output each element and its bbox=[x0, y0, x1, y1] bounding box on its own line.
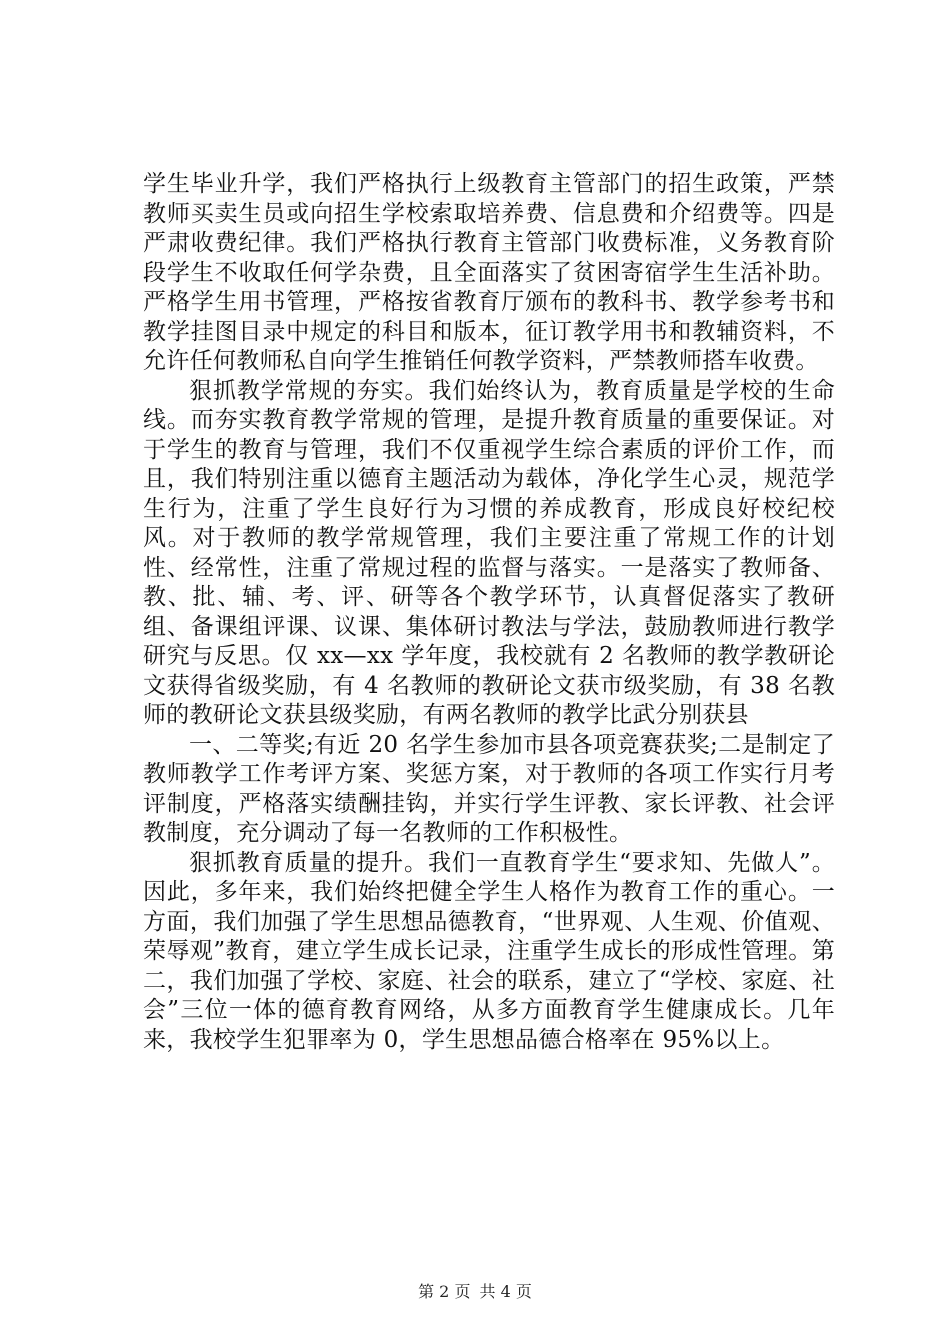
paragraph-admissions-fees: 学生毕业升学，我们严格执行上级教育主管部门的招生政策，严禁教师买卖生员或向招生学校索取培养费、信息费和介绍费等。四是严肃收费纪律。我们严格执行教育主管部门收费标准，义务教育阶段学生不收取任何学杂费，且全面落实了贫困寄宿学生生活补助。严格学生用书管理，严格按省教育厅颁布的教科书、教学参考书和教学挂图目录中规定的科目和版本，征订教学用书和教辅资料，不允许任何教师私自向学生推销任何教学资料，严禁教师搭车收费。 bbox=[143, 171, 835, 374]
paragraph-education-quality: 狠抓教育质量的提升。我们一直教育学生“要求知、先做人”。因此，多年来，我们始终把健全学生人格作为教育工作的重心。一方面，我们加强了学生思想品德教育，“世界观、人生观、价值观、荣辱观”教育，建立学生成长记录，注重学生成长的形成性管理。第二，我们加强了学校、家庭、社会的联系，建立了“学校、家庭、社会”三位一体的德育教育网络，从多方面教育学生健康成长。几年来，我校学生犯罪率为 0，学生思想品德合格率在 95%以上。 bbox=[143, 849, 835, 1053]
document-body bbox=[143, 170, 835, 1055]
page-total: 共 4 页 bbox=[479, 1282, 532, 1301]
paragraph-awards-evaluation: 一、二等奖;有近 20 名学生参加市县各项竞赛获奖;二是制定了教师教学工作考评方案、奖惩方案，对于教师的各项工作实行月考评制度，严格落实绩酬挂钩，并实行学生评教、家长评教、社会评教制度，充分调动了每一名教师的工作积极性。 bbox=[143, 731, 835, 846]
page-footer bbox=[0, 1279, 950, 1302]
page-number: 第 2 页 bbox=[418, 1282, 471, 1301]
paragraph-teaching-routine: 狠抓教学常规的夯实。我们始终认为，教育质量是学校的生命线。而夯实教育教学常规的管理，是提升教育质量的重要保证。对于学生的教育与管理，我们不仅重视学生综合素质的评价工作，而且，我们特别注重以德育主题活动为载体，净化学生心灵，规范学生行为，注重了学生良好行为习惯的养成教育，形成良好校纪校风。对于教师的教学常规管理，我们主要注重了常规工作的计划性、经常性，注重了常规过程的监督与落实。一是落实了教师备、教、批、辅、考、评、研等各个教学环节，认真督促落实了教研组、备课组评课、议课、集体研讨教法与学法，鼓励教师进行教学研究与反思。仅 xx—xx 学年度，我校就有 2 名教师的教学教研论文获得省级奖励，有 4 名教师的教研论文获市级奖励，有 38 名教师的教研论文获县级奖励，有两名教师的教学比武分别获县 bbox=[143, 377, 835, 728]
